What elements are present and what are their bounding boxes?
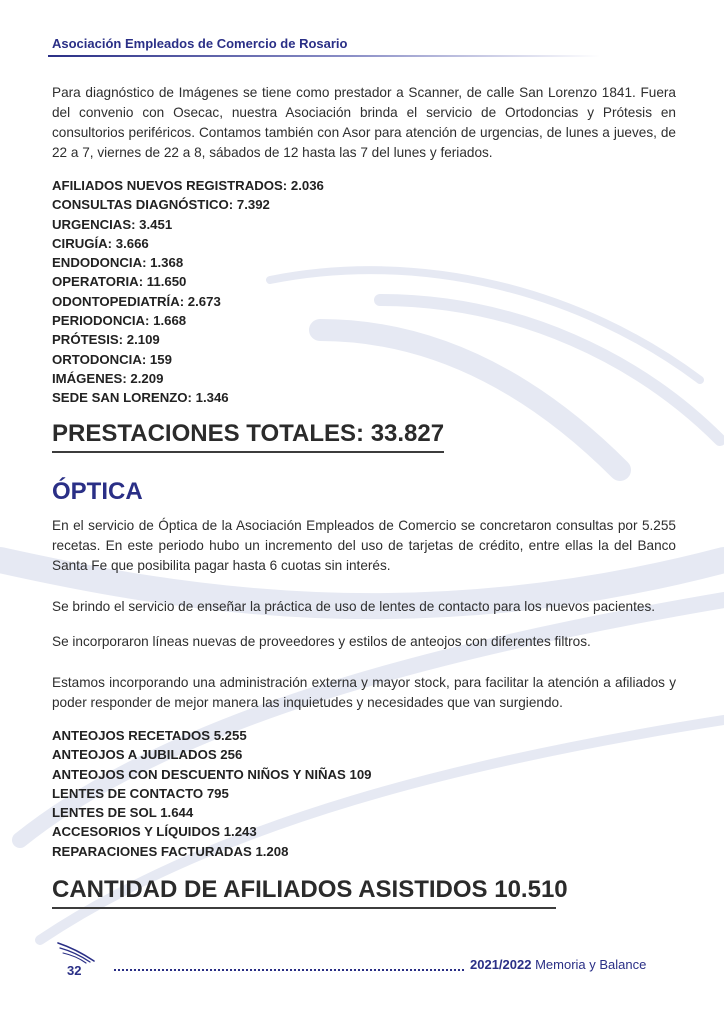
list-item: ANTEOJOS A JUBILADOS 256 — [52, 747, 243, 763]
list-item: CONSULTAS DIAGNÓSTICO: 7.392 — [52, 197, 270, 213]
intro-paragraph: Para diagnóstico de Imágenes se tiene como prestador a Scanner, de calle San Lorenzo 1841. Fuera del convenio con Osecac, nuestra Asociación brinda el servicio de Ortodoncias y Prótesis en consultorios periféricos. Contamos también con Asor para atención de urgencias, de lunes a jueves, de 22 a 7, viernes de 22 a 8, sábados de 12 hasta las 7 del lunes y feriados. — [52, 85, 676, 160]
optica-paragraph: Se incorporaron líneas nuevas de proveedores y estilos de anteojos con diferentes filtros. — [52, 634, 591, 649]
list-item: AFILIADOS NUEVOS REGISTRADOS: 2.036 — [52, 178, 324, 193]
list-item: PERIODONCIA: 1.668 — [52, 313, 187, 329]
list-item: LENTES DE SOL 1.644 — [52, 805, 194, 821]
optica-paragraph: Se brindo el servicio de enseñar la práctica de uso de lentes de contacto para los nuevos pacientes. — [52, 599, 656, 614]
optica-list — [52, 726, 372, 861]
document-header-title: Asociación Empleados de Comercio de Rosario — [52, 36, 348, 51]
footer-doc-title — [470, 957, 646, 972]
footer-dotted-rule — [114, 969, 464, 971]
section-title-optica: ÓPTICA — [52, 478, 143, 505]
prestaciones-total: PRESTACIONES TOTALES: 33.827 — [52, 420, 445, 447]
footer-title: Memoria y Balance — [535, 957, 647, 972]
wing-logo-icon — [56, 939, 96, 965]
optica-paragraph: Estamos incorporando una administración externa y mayor stock, para facilitar la atención a afiliados y poder responder de mejor manera las inquietudes y necesidades que van surgiendo. — [52, 675, 676, 710]
total-underline — [52, 907, 556, 909]
list-item: OPERATORIA: 11.650 — [52, 274, 187, 290]
list-item: URGENCIAS: 3.451 — [52, 216, 173, 232]
list-item: ANTEOJOS RECETADOS 5.255 — [52, 728, 247, 743]
list-item: CIRUGÍA: 3.666 — [52, 235, 149, 251]
prestaciones-list — [52, 176, 324, 408]
optica-total: CANTIDAD DE AFILIADOS ASISTIDOS 10.510 — [52, 876, 568, 903]
list-item: ACCESORIOS Y LÍQUIDOS 1.243 — [52, 824, 257, 840]
list-item: PRÓTESIS: 2.109 — [52, 332, 160, 348]
list-item: ORTODONCIA: 159 — [52, 351, 172, 367]
page-number: 32 — [67, 963, 82, 978]
footer-year: 2021/2022 — [470, 957, 532, 972]
list-item: ODONTOPEDIATRÍA: 2.673 — [52, 293, 221, 309]
list-item: REPARACIONES FACTURADAS 1.208 — [52, 843, 289, 859]
list-item: LENTES DE CONTACTO 795 — [52, 785, 229, 801]
list-item: IMÁGENES: 2.209 — [52, 370, 164, 386]
list-item: SEDE SAN LORENZO: 1.346 — [52, 390, 229, 406]
list-item: ANTEOJOS CON DESCUENTO NIÑOS Y NIÑAS 109 — [52, 766, 372, 782]
total-underline — [52, 451, 444, 453]
optica-paragraph: En el servicio de Óptica de la Asociación Empleados de Comercio se concretaron consultas por 5.255 recetas. En este periodo hubo un incremento del uso de tarjetas de crédito, entre ellas la del Banco Santa Fe que posibilita pagar hasta 6 cuotas sin interés. — [52, 518, 676, 573]
header-divider — [48, 55, 600, 57]
list-item: ENDODONCIA: 1.368 — [52, 255, 184, 271]
